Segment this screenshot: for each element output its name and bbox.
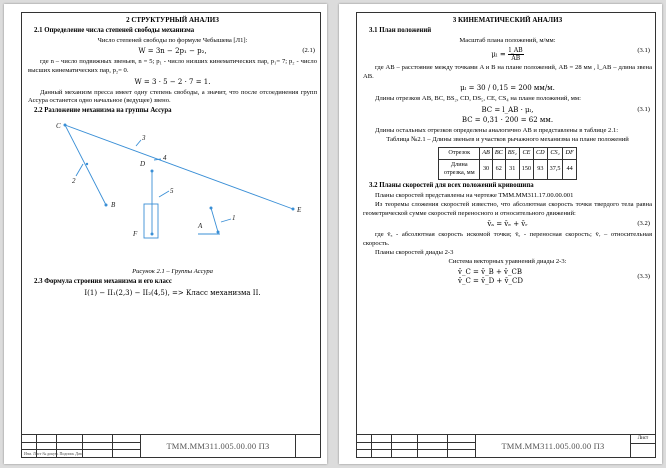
label-link-4: 4 [163,153,167,162]
document-code: ТММ.ММ311.005.00.00 ПЗ [166,441,270,451]
subsection-3-2: 3.2 Планы скоростей для всех положений кривошипа [369,182,534,190]
title-block [357,434,655,457]
paragraph: где n – число подвижных звеньев, n = 5; p₁ - число низших кинематических пар, p₁= 7; p₂ - число высших кинематических пар, p₂= 0. [28,58,317,74]
label-e: E [297,205,302,214]
equation-left: μₗ = [491,50,506,59]
equation-system-3-3 [363,268,652,286]
equation [363,106,652,115]
equation-number: (2.1) [302,47,315,55]
table-header-cell: BS₂ [505,147,519,159]
joint-f [151,232,154,235]
joint-a-bottom [217,230,220,233]
equation-3-2 [363,220,652,229]
table-cell: 150 [519,159,533,180]
label-link-5: 5 [170,186,174,195]
table-header-cell: Отрезок [439,147,480,159]
label-link-1: 1 [232,213,236,222]
table-cell: 62 [492,159,505,180]
paragraph: Планы скоростей диады 2-3 [375,248,454,256]
label-c: C [56,121,61,130]
stamp-cells [357,435,476,457]
leader-3 [136,140,141,146]
table-header-cell: DF [563,147,576,159]
section-title: 2 СТРУКТУРНЫЙ АНАЛИЗ [126,16,219,24]
label-d: D [140,159,146,168]
section-title: 3 КИНЕМАТИЧЕСКИЙ АНАЛИЗ [452,16,563,24]
paragraph: Планы скоростей представлены на чертеже ТММ.ММ311.17.00.00.001 [375,191,574,199]
joint-s2 [86,163,88,165]
structure-formula: I(1) − II₁(2,3) − II₂(4,5), => Класс механизма II. [84,288,261,297]
table-header-row [439,147,576,159]
label-link-2: 2 [72,176,76,185]
equation-number: (3.2) [637,220,650,228]
leader-5 [159,191,169,197]
leader-1 [221,219,231,222]
paragraph: Масштаб плана положений, м/мм: [459,36,556,44]
joint-c [64,123,67,126]
table-header-cell: CS₂ [547,147,563,159]
subsection-2-2: 2.2 Разложение механизма на группы Ассура [34,107,172,115]
table-row-label: Длина отрезка, мм [439,159,480,180]
leader-2 [76,164,83,176]
stamp-small-labels: Изм. Лист № докум. Подпись Дата [24,451,84,456]
equation-text: BC = l_AB · μₗ, [481,105,534,114]
joint-d [151,169,154,172]
page1-content [28,16,317,299]
table-header-cell: AB [480,147,493,159]
label-a: A [198,221,203,230]
fraction [508,47,524,62]
table-cell: 31 [505,159,519,180]
label-b: B [111,200,116,209]
table-header-cell: CE [519,147,533,159]
equation-text: v̄ₐ = v̄ₑ + v̄ᵣ [487,220,528,229]
equation-text: W = 3n − 2p₁ − p₂, [138,47,207,56]
label-link-3: 3 [142,133,146,142]
equation-number: (3.1) [637,105,650,113]
denominator: AB [511,55,521,63]
paragraph: Число степеней свободы по формуле Чебышева [Л1]: [97,36,248,44]
paragraph: Данный механизм пресса имеет одну степень свободы, а значит, что после отсоединения групп Ассура останется одно начальное (ведущее) звено. [28,88,317,105]
system-line-2: v̄_C = v̄_D + v̄_CD [458,277,523,286]
sheet-label: Лист [631,435,655,444]
table-caption: Таблица №2.1 – Длины звеньев и участков рычажного механизма на плане положений [386,135,629,143]
joint-b [105,203,108,206]
sheet-number-cell [295,435,320,457]
joint-a-top [210,206,213,209]
paragraph: Система векторных уравнений диады 2-3: [448,257,567,265]
table-cell: 37,5 [547,159,563,180]
equation-3-1 [363,47,652,62]
subsection-2-1: 2.1 Определение числа степеней свободы механизма [34,26,195,34]
document-page-1 [4,4,327,464]
subsection-2-3: 2.3 Формула строения механизма и его класс [34,277,172,285]
equation-number: (3.3) [637,273,650,281]
document-code: ТММ.ММ311.005.00.00 ПЗ [501,441,605,451]
link-3-line [65,125,293,209]
equation: BC = 0,31 · 200 = 62 мм. [461,116,554,125]
paragraph: где v̄ₐ - абсолютная скорость искомой точки; v̄ₑ - переносная скорость; v̄ᵣ – относительная скорость. [363,231,652,247]
figure-caption: Рисунок 2.1 – Группы Ассура [132,267,213,275]
figure-assur-groups [28,118,317,268]
mechanism-diagram [28,118,317,268]
joint-e [292,207,295,210]
equation: W = 3 · 5 − 2 · 7 = 1. [134,77,211,86]
table-header-cell: BC [492,147,505,159]
document-page-2 [339,4,662,464]
sheet-number-cell [630,435,655,457]
subsection-3-1: 3.1 План положений [369,26,432,34]
page2-content [363,16,652,288]
table-row [439,159,576,180]
table-cell: 93 [534,159,548,180]
paragraph: Из теоремы сложения скоростей известно, что абсолютная скорость точки твердого тела равна геометрической сумме скоростей переносного и относительного движений: [363,200,652,217]
title-block [22,434,320,457]
system-line-1: v̄_C = v̄_B + v̄_CB [458,268,522,277]
label-f: F [133,229,138,238]
paragraph: Длины остальных отрезков определены аналогично AB и представлены в таблице 2.1: [375,127,619,135]
table-cell: 44 [563,159,576,180]
equation-number: (3.1) [637,47,650,55]
equation-2-1 [28,47,317,56]
crank-1-line [211,208,218,232]
link-2-line [65,125,106,205]
table-header-cell: CD [534,147,548,159]
table-cell: 30 [480,159,493,180]
numerator: l_AB [508,47,523,55]
paragraph: Длины отрезков AB, BC, BS₂, CD, DS₅, CE, CS₄ на плане положений, мм: [375,94,581,102]
equation: μₗ = 30 / 0,15 = 200 мм/м. [460,83,555,92]
paragraph: где AB – расстояние между точками A и B на плане положений, AB = 28 мм , l_AB – длина звена AB. [363,64,652,81]
segment-length-table [438,147,576,180]
